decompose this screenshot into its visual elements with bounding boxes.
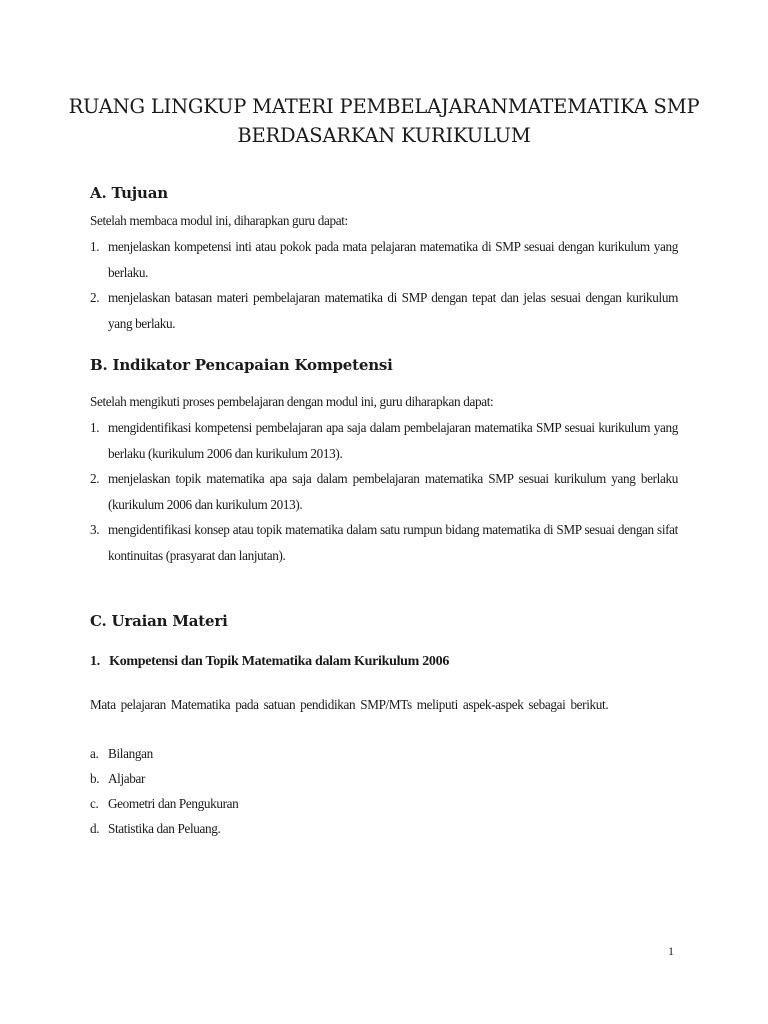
section-a-item-2 [90,285,678,336]
list-item-text: menjelaskan kompetensi inti atau pokok pada mata pelajaran matematika di SMP sesuai dengan kurikulum yang berlaku. [108,239,678,280]
list-item-text: Bilangan [108,746,153,761]
aspect-item-c [90,791,678,817]
section-b-heading: B. Indikator Pencapaian Kompetensi [90,356,393,374]
list-item-text: Aljabar [108,771,146,786]
list-number: 3. [90,522,100,537]
list-letter: d. [90,821,100,836]
list-letter: c. [90,796,99,811]
section-a-intro: Setelah membaca modul ini, diharapkan guru dapat: [90,213,348,228]
aspect-item-d [90,816,678,842]
list-number: 1. [90,420,100,435]
section-b-item-1 [90,415,678,466]
list-number: 2. [90,290,100,305]
page-number: 1 [668,944,674,958]
list-item-text: mengidentifikasi konsep atau topik matematika dalam satu rumpun bidang matematika di SMP sesuai dengan sifat kontinuitas (prasyarat dan lanjutan). [108,522,678,563]
list-item-text: menjelaskan topik matematika apa saja dalam pembelajaran matematika SMP sesuai kurikulum yang berlaku (kurikulum 2006 dan kurikulum 2013). [108,471,678,512]
list-item-text: mengidentifikasi kompetensi pembelajaran apa saja dalam pembelajaran matematika SMP sesuai kurikulum yang berlaku (kurikulum 2006 dan kurikulum 2013). [108,420,678,461]
title-line-2: BERDASARKAN KURIKULUM [237,124,531,147]
title-line-1: RUANG LINGKUP MATERI PEMBELAJARANMATEMATIKA SMP [68,95,700,118]
section-c-heading: C. Uraian Materi [90,612,228,630]
section-a-item-1 [90,234,678,285]
list-item-text: menjelaskan batasan materi pembelajaran matematika di SMP dengan tepat dan jelas sesuai dengan kurikulum yang berlaku. [108,290,678,331]
list-number: 2. [90,471,100,486]
list-letter: a. [90,746,99,761]
section-c-paragraph: Mata pelajaran Matematika pada satuan pendidikan SMP/MTs meliputi aspek-aspek sebagai berikut. [90,697,609,712]
document-title [60,92,708,150]
list-number: 1. [90,239,100,254]
aspect-item-b [90,766,678,792]
section-a-heading: A. Tujuan [90,184,168,202]
list-item-text: Geometri dan Pengukuran [108,796,239,811]
section-b-item-2 [90,466,678,517]
subheading-number: 1. [90,654,100,669]
aspect-item-a [90,741,678,767]
subheading-title: Kompetensi dan Topik Matematika dalam Kurikulum 2006 [109,654,450,669]
section-b-intro: Setelah mengikuti proses pembelajaran dengan modul ini, guru diharapkan dapat: [90,394,494,409]
section-c-subheading [90,654,678,670]
list-item-text: Statistika dan Peluang. [108,821,221,836]
section-b-item-3 [90,517,678,568]
list-letter: b. [90,771,100,786]
